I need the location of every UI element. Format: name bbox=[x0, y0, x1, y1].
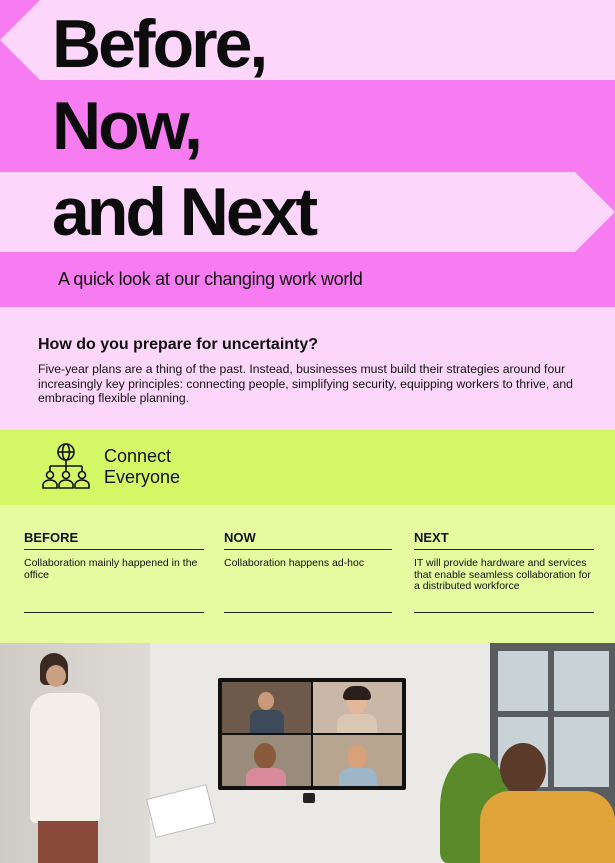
person-sweater bbox=[480, 791, 615, 863]
column-divider bbox=[414, 549, 594, 550]
timeline-columns bbox=[0, 505, 615, 643]
video-tile bbox=[313, 682, 402, 733]
section-title-line-2: Everyone bbox=[104, 467, 181, 487]
video-call-display bbox=[218, 678, 406, 790]
column-divider bbox=[24, 549, 204, 550]
participant-body bbox=[250, 710, 284, 733]
participant-face bbox=[254, 743, 276, 769]
video-tile bbox=[222, 735, 311, 786]
connect-everyone-header bbox=[0, 430, 615, 505]
person-face bbox=[46, 665, 66, 687]
hero-title-line-2: Now, bbox=[52, 88, 200, 164]
column-heading: BEFORE bbox=[24, 530, 79, 545]
column-heading: NOW bbox=[224, 530, 256, 545]
column-text: Collaboration happens ad-hoc bbox=[224, 557, 365, 569]
section-title bbox=[104, 446, 180, 488]
meeting-room-photo bbox=[0, 643, 615, 863]
participant-body bbox=[339, 768, 377, 786]
column-divider bbox=[24, 612, 204, 613]
intro-section bbox=[0, 307, 615, 430]
hero-subtitle: A quick look at our changing work world bbox=[58, 269, 363, 289]
column-divider bbox=[414, 612, 594, 613]
org-chart-globe-icon bbox=[40, 442, 92, 490]
person-sweater bbox=[30, 693, 100, 823]
hero-title-line-1: Before, bbox=[52, 6, 266, 82]
column-divider bbox=[224, 612, 392, 613]
participant-hair bbox=[343, 686, 371, 700]
participant-body bbox=[337, 714, 377, 733]
column-text: IT will provide hardware and services that enable seamless collaboration for a distributed workforce bbox=[414, 557, 591, 592]
webcam bbox=[303, 793, 315, 803]
video-tile bbox=[222, 682, 311, 733]
section-title-line-1: Connect bbox=[104, 446, 172, 466]
window-pane bbox=[554, 717, 609, 787]
hero-banner bbox=[0, 0, 615, 307]
video-tile bbox=[313, 735, 402, 786]
intro-body: Five-year plans are a thing of the past. Instead, businesses must build their strategies around four increasingly key principles: connecting people, simplifying security, equipping workers to thrive, and embracing flexible planning. bbox=[38, 362, 573, 405]
column-heading: NEXT bbox=[414, 530, 449, 545]
window-pane bbox=[554, 651, 609, 711]
person-skirt bbox=[38, 821, 98, 863]
window-pane bbox=[498, 651, 548, 711]
column-text: Collaboration mainly happened in the office bbox=[24, 557, 198, 581]
participant-face bbox=[347, 745, 367, 769]
participant-body bbox=[246, 768, 286, 786]
column-divider bbox=[224, 549, 392, 550]
participant-face bbox=[258, 692, 274, 710]
intro-question: How do you prepare for uncertainty? bbox=[38, 336, 319, 353]
hero-title-line-3: and Next bbox=[52, 174, 316, 250]
person-head bbox=[500, 743, 546, 795]
